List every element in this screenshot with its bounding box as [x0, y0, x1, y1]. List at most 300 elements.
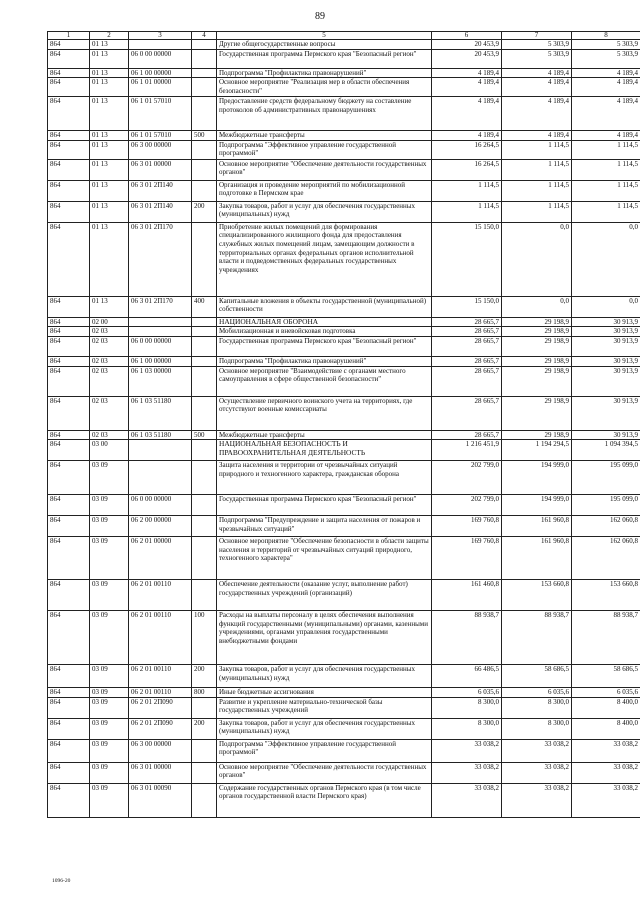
admin-code-cell: 864: [48, 327, 90, 337]
amount-year1-cell: 169 760,8: [432, 537, 502, 580]
amount-year2-cell: 29 198,9: [502, 327, 572, 337]
admin-code-cell: 864: [48, 461, 90, 495]
expense-type-cell: 200: [192, 718, 217, 739]
amount-year3-cell: 30 913,9: [572, 396, 640, 430]
target-article-cell: 06 3 01 2П170: [129, 222, 192, 296]
section-code-cell: 03 09: [90, 537, 129, 580]
expense-type-cell: [192, 396, 217, 430]
table-row: [48, 131, 640, 141]
expense-type-cell: [192, 159, 217, 180]
column-header: 1: [48, 32, 90, 40]
item-name-cell: НАЦИОНАЛЬНАЯ ОБОРОНА: [217, 317, 432, 327]
item-name-cell: Подпрограмма "Профилактика правонарушений": [217, 68, 432, 78]
table-row: [48, 336, 640, 356]
table-row: [48, 180, 640, 201]
section-code-cell: 01 13: [90, 49, 129, 68]
target-article-cell: 06 2 01 00000: [129, 537, 192, 580]
expense-type-cell: 200: [192, 665, 217, 688]
expense-type-cell: 500: [192, 131, 217, 141]
target-article-cell: 06 1 01 57010: [129, 131, 192, 141]
target-article-cell: 06 3 01 00090: [129, 783, 192, 817]
section-code-cell: 01 13: [90, 296, 129, 317]
item-name-cell: Расходы на выплаты персоналу в целях обеспечения выполнения функций государственными (муниципальными) органами, казенными учреждениями, органами управления государственными внебюджетными фондами: [217, 611, 432, 665]
amount-year2-cell: 33 038,2: [502, 762, 572, 783]
admin-code-cell: 864: [48, 222, 90, 296]
section-code-cell: 01 13: [90, 40, 129, 50]
admin-code-cell: 864: [48, 396, 90, 430]
item-name-cell: Государственная программа Пермского края "Безопасный регион": [217, 336, 432, 356]
section-code-cell: 03 09: [90, 461, 129, 495]
item-name-cell: Предоставление средств федеральному бюджету на составление протоколов об административных правонарушениях: [217, 97, 432, 131]
amount-year2-cell: 29 198,9: [502, 356, 572, 366]
amount-year2-cell: 6 035,6: [502, 688, 572, 698]
admin-code-cell: 864: [48, 40, 90, 50]
amount-year1-cell: 8 300,0: [432, 718, 502, 739]
amount-year2-cell: 1 114,5: [502, 159, 572, 180]
table-row: [48, 495, 640, 516]
target-article-cell: 06 2 01 2П090: [129, 697, 192, 718]
amount-year3-cell: 0,0: [572, 296, 640, 317]
section-code-cell: 01 13: [90, 222, 129, 296]
target-article-cell: [129, 327, 192, 337]
amount-year1-cell: 20 453,9: [432, 49, 502, 68]
target-article-cell: 06 3 01 00000: [129, 762, 192, 783]
amount-year3-cell: 5 303,9: [572, 49, 640, 68]
amount-year3-cell: 30 913,9: [572, 317, 640, 327]
amount-year2-cell: 29 198,9: [502, 317, 572, 327]
table-row: [48, 739, 640, 762]
amount-year2-cell: 4 189,4: [502, 97, 572, 131]
expense-type-cell: [192, 580, 217, 611]
amount-year3-cell: 33 038,2: [572, 762, 640, 783]
target-article-cell: [129, 317, 192, 327]
target-article-cell: 06 3 01 2П140: [129, 180, 192, 201]
amount-year1-cell: 15 150,0: [432, 296, 502, 317]
expense-type-cell: [192, 366, 217, 396]
amount-year3-cell: 30 913,9: [572, 356, 640, 366]
amount-year2-cell: 5 303,9: [502, 40, 572, 50]
amount-year2-cell: 0,0: [502, 296, 572, 317]
expense-type-cell: [192, 317, 217, 327]
table-row: [48, 356, 640, 366]
table-row: [48, 40, 640, 50]
target-article-cell: 06 1 00 00000: [129, 68, 192, 78]
amount-year2-cell: 194 999,0: [502, 461, 572, 495]
admin-code-cell: 864: [48, 430, 90, 440]
amount-year2-cell: 29 198,9: [502, 336, 572, 356]
table-row: [48, 783, 640, 817]
expense-type-cell: [192, 40, 217, 50]
expense-type-cell: [192, 516, 217, 537]
admin-code-cell: 864: [48, 697, 90, 718]
expense-type-cell: [192, 739, 217, 762]
item-name-cell: Межбюджетные трансферты: [217, 131, 432, 141]
target-article-cell: 06 3 01 2П170: [129, 296, 192, 317]
item-name-cell: Другие общегосударственные вопросы: [217, 40, 432, 50]
item-name-cell: Защита населения и территории от чрезвычайных ситуаций природного и техногенного характера, гражданская оборона: [217, 461, 432, 495]
admin-code-cell: 864: [48, 665, 90, 688]
target-article-cell: 06 0 00 00000: [129, 495, 192, 516]
item-name-cell: Осуществление первичного воинского учета на территориях, где отсутствуют военные комиссариаты: [217, 396, 432, 430]
amount-year1-cell: 202 799,0: [432, 495, 502, 516]
expense-type-cell: [192, 697, 217, 718]
item-name-cell: НАЦИОНАЛЬНАЯ БЕЗОПАСНОСТЬ И ПРАВООХРАНИТЕЛЬНАЯ ДЕЯТЕЛЬНОСТЬ: [217, 440, 432, 461]
table-row: [48, 296, 640, 317]
amount-year1-cell: 33 038,2: [432, 739, 502, 762]
target-article-cell: 06 2 01 2П090: [129, 718, 192, 739]
amount-year1-cell: 15 150,0: [432, 222, 502, 296]
amount-year1-cell: 33 038,2: [432, 762, 502, 783]
amount-year3-cell: 195 099,0: [572, 461, 640, 495]
item-name-cell: Подпрограмма "Эффективное управление государственной программой": [217, 140, 432, 159]
section-code-cell: 02 03: [90, 356, 129, 366]
expense-type-cell: [192, 356, 217, 366]
section-code-cell: 01 13: [90, 97, 129, 131]
section-code-cell: 01 13: [90, 201, 129, 222]
amount-year3-cell: 1 114,5: [572, 159, 640, 180]
target-article-cell: 06 1 00 00000: [129, 356, 192, 366]
expense-type-cell: [192, 180, 217, 201]
amount-year1-cell: 1 216 451,9: [432, 440, 502, 461]
section-code-cell: 01 13: [90, 140, 129, 159]
table-row: [48, 537, 640, 580]
admin-code-cell: 864: [48, 336, 90, 356]
amount-year1-cell: 28 665,7: [432, 327, 502, 337]
section-code-cell: 02 03: [90, 430, 129, 440]
item-name-cell: Закупка товаров, работ и услуг для обеспечения государственных (муниципальных) нужд: [217, 665, 432, 688]
section-code-cell: 03 09: [90, 516, 129, 537]
item-name-cell: Основное мероприятие "Обеспечение деятельности государственных органов": [217, 159, 432, 180]
target-article-cell: 06 2 00 00000: [129, 516, 192, 537]
amount-year1-cell: 20 453,9: [432, 40, 502, 50]
column-header: 4: [192, 32, 217, 40]
amount-year1-cell: 1 114,5: [432, 201, 502, 222]
amount-year3-cell: 6 035,6: [572, 688, 640, 698]
target-article-cell: 06 0 00 00000: [129, 49, 192, 68]
amount-year1-cell: 4 189,4: [432, 131, 502, 141]
admin-code-cell: 864: [48, 739, 90, 762]
expense-type-cell: [192, 140, 217, 159]
amount-year2-cell: 88 938,7: [502, 611, 572, 665]
amount-year1-cell: 28 665,7: [432, 356, 502, 366]
amount-year2-cell: 4 189,4: [502, 131, 572, 141]
table-row: [48, 201, 640, 222]
amount-year3-cell: 162 060,8: [572, 537, 640, 580]
table-row: [48, 366, 640, 396]
target-article-cell: [129, 461, 192, 495]
table-row: [48, 327, 640, 337]
admin-code-cell: 864: [48, 356, 90, 366]
amount-year1-cell: 169 760,8: [432, 516, 502, 537]
expense-type-cell: [192, 461, 217, 495]
item-name-cell: Развитие и укрепление материально-технической базы государственных учреждений: [217, 697, 432, 718]
admin-code-cell: 864: [48, 537, 90, 580]
amount-year2-cell: 1 114,5: [502, 180, 572, 201]
section-code-cell: 01 13: [90, 131, 129, 141]
amount-year1-cell: 4 189,4: [432, 78, 502, 97]
section-code-cell: 02 03: [90, 396, 129, 430]
section-code-cell: 03 09: [90, 762, 129, 783]
target-article-cell: 06 1 03 00000: [129, 366, 192, 396]
admin-code-cell: 864: [48, 140, 90, 159]
amount-year1-cell: 28 665,7: [432, 396, 502, 430]
admin-code-cell: 864: [48, 762, 90, 783]
amount-year3-cell: 30 913,9: [572, 366, 640, 396]
section-code-cell: 03 09: [90, 665, 129, 688]
amount-year2-cell: 58 686,5: [502, 665, 572, 688]
amount-year2-cell: 194 999,0: [502, 495, 572, 516]
admin-code-cell: 864: [48, 580, 90, 611]
table-row: [48, 697, 640, 718]
amount-year3-cell: 195 099,0: [572, 495, 640, 516]
amount-year3-cell: 8 400,0: [572, 697, 640, 718]
amount-year3-cell: 153 660,8: [572, 580, 640, 611]
expense-type-cell: [192, 762, 217, 783]
item-name-cell: Межбюджетные трансферты: [217, 430, 432, 440]
item-name-cell: Мобилизационная и вневойсковая подготовка: [217, 327, 432, 337]
amount-year2-cell: 29 198,9: [502, 396, 572, 430]
admin-code-cell: 864: [48, 180, 90, 201]
amount-year1-cell: 88 938,7: [432, 611, 502, 665]
target-article-cell: [129, 40, 192, 50]
admin-code-cell: 864: [48, 440, 90, 461]
target-article-cell: 06 2 01 00110: [129, 688, 192, 698]
item-name-cell: Подпрограмма "Эффективное управление государственной программой": [217, 739, 432, 762]
expense-type-cell: [192, 97, 217, 131]
table-row: [48, 430, 640, 440]
expense-type-cell: 200: [192, 201, 217, 222]
amount-year2-cell: 8 300,0: [502, 718, 572, 739]
item-name-cell: Организация и проведение мероприятий по мобилизационной подготовке в Пермском крае: [217, 180, 432, 201]
expense-type-cell: [192, 78, 217, 97]
amount-year1-cell: 4 189,4: [432, 68, 502, 78]
amount-year3-cell: 88 938,7: [572, 611, 640, 665]
amount-year3-cell: 4 189,4: [572, 78, 640, 97]
table-row: [48, 516, 640, 537]
amount-year1-cell: 1 114,5: [432, 180, 502, 201]
item-name-cell: Закупка товаров, работ и услуг для обеспечения государственных (муниципальных) нужд: [217, 201, 432, 222]
item-name-cell: Основное мероприятие "Реализация мер в области обеспечения безопасности": [217, 78, 432, 97]
table-row: [48, 317, 640, 327]
target-article-cell: 06 1 01 00000: [129, 78, 192, 97]
section-code-cell: 01 13: [90, 68, 129, 78]
admin-code-cell: 864: [48, 516, 90, 537]
table-row: [48, 159, 640, 180]
table-row: [48, 762, 640, 783]
amount-year2-cell: 5 303,9: [502, 49, 572, 68]
section-code-cell: 03 09: [90, 718, 129, 739]
target-article-cell: 06 2 01 00110: [129, 665, 192, 688]
amount-year3-cell: 5 303,9: [572, 40, 640, 50]
admin-code-cell: 864: [48, 131, 90, 141]
amount-year1-cell: 161 460,8: [432, 580, 502, 611]
item-name-cell: Основное мероприятие "Обеспечение деятельности государственных органов": [217, 762, 432, 783]
target-article-cell: 06 3 00 00000: [129, 739, 192, 762]
amount-year1-cell: 4 189,4: [432, 97, 502, 131]
amount-year2-cell: 153 660,8: [502, 580, 572, 611]
amount-year3-cell: 4 189,4: [572, 131, 640, 141]
amount-year2-cell: 29 198,9: [502, 430, 572, 440]
section-code-cell: 03 00: [90, 440, 129, 461]
target-article-cell: 06 2 01 00110: [129, 580, 192, 611]
table-row: [48, 688, 640, 698]
table-row: [48, 68, 640, 78]
amount-year2-cell: 8 300,0: [502, 697, 572, 718]
amount-year1-cell: 202 799,0: [432, 461, 502, 495]
section-code-cell: 03 09: [90, 739, 129, 762]
section-code-cell: 03 09: [90, 697, 129, 718]
expense-type-cell: [192, 495, 217, 516]
expense-type-cell: [192, 537, 217, 580]
expense-type-cell: [192, 783, 217, 817]
amount-year3-cell: 33 038,2: [572, 739, 640, 762]
admin-code-cell: 864: [48, 49, 90, 68]
expense-type-cell: [192, 49, 217, 68]
section-code-cell: 02 03: [90, 327, 129, 337]
amount-year3-cell: 33 038,2: [572, 783, 640, 817]
amount-year2-cell: 161 960,8: [502, 516, 572, 537]
amount-year1-cell: 33 038,2: [432, 783, 502, 817]
table-row: [48, 611, 640, 665]
item-name-cell: Содержание государственных органов Пермского края (в том числе органов государственной власти Пермского края): [217, 783, 432, 817]
amount-year3-cell: 30 913,9: [572, 336, 640, 356]
table-row: [48, 78, 640, 97]
amount-year3-cell: 4 189,4: [572, 68, 640, 78]
amount-year3-cell: 8 400,0: [572, 718, 640, 739]
item-name-cell: Обеспечение деятельности (оказание услуг, выполнение работ) государственных учреждений (организаций): [217, 580, 432, 611]
admin-code-cell: 864: [48, 317, 90, 327]
admin-code-cell: 864: [48, 97, 90, 131]
amount-year1-cell: 6 035,6: [432, 688, 502, 698]
item-name-cell: Закупка товаров, работ и услуг для обеспечения государственных (муниципальных) нужд: [217, 718, 432, 739]
target-article-cell: 06 1 03 51180: [129, 430, 192, 440]
table-row: [48, 461, 640, 495]
footer-note: 1096-20: [52, 878, 71, 884]
expense-type-cell: 500: [192, 430, 217, 440]
table-row: [48, 97, 640, 131]
admin-code-cell: 864: [48, 783, 90, 817]
admin-code-cell: 864: [48, 201, 90, 222]
item-name-cell: Основное мероприятие "Обеспечение безопасности в области защиты населения и территорий от чрезвычайных ситуаций природного, техногенного характера": [217, 537, 432, 580]
amount-year2-cell: 33 038,2: [502, 739, 572, 762]
column-header: 2: [90, 32, 129, 40]
expense-type-cell: 400: [192, 296, 217, 317]
column-header: 8: [572, 32, 640, 40]
column-header: 6: [432, 32, 502, 40]
amount-year3-cell: 1 114,5: [572, 180, 640, 201]
amount-year1-cell: 16 264,5: [432, 159, 502, 180]
table-row: [48, 718, 640, 739]
admin-code-cell: 864: [48, 495, 90, 516]
target-article-cell: 06 0 00 00000: [129, 336, 192, 356]
amount-year3-cell: 58 686,5: [572, 665, 640, 688]
admin-code-cell: 864: [48, 688, 90, 698]
admin-code-cell: 864: [48, 718, 90, 739]
expense-type-cell: 100: [192, 611, 217, 665]
amount-year2-cell: 1 114,5: [502, 201, 572, 222]
admin-code-cell: 864: [48, 159, 90, 180]
column-number-row: [48, 32, 640, 40]
amount-year1-cell: 28 665,7: [432, 366, 502, 396]
section-code-cell: 03 09: [90, 783, 129, 817]
amount-year3-cell: 4 189,4: [572, 97, 640, 131]
target-article-cell: 06 1 01 57010: [129, 97, 192, 131]
item-name-cell: Иные бюджетные ассигнования: [217, 688, 432, 698]
amount-year2-cell: 1 114,5: [502, 140, 572, 159]
target-article-cell: 06 3 01 00000: [129, 159, 192, 180]
table-row: [48, 580, 640, 611]
column-header: 3: [129, 32, 192, 40]
expense-type-cell: [192, 222, 217, 296]
column-header: 7: [502, 32, 572, 40]
amount-year1-cell: 16 264,5: [432, 140, 502, 159]
section-code-cell: 02 03: [90, 336, 129, 356]
amount-year3-cell: 30 913,9: [572, 327, 640, 337]
section-code-cell: 03 09: [90, 495, 129, 516]
amount-year3-cell: 1 114,5: [572, 201, 640, 222]
budget-table: [47, 31, 640, 818]
section-code-cell: 01 13: [90, 78, 129, 97]
target-article-cell: 06 3 00 00000: [129, 140, 192, 159]
amount-year3-cell: 1 094 394,5: [572, 440, 640, 461]
item-name-cell: Основное мероприятие "Взаимодействие с органами местного самоуправления в сфере общественной безопасности": [217, 366, 432, 396]
amount-year2-cell: 0,0: [502, 222, 572, 296]
section-code-cell: 01 13: [90, 159, 129, 180]
target-article-cell: [129, 440, 192, 461]
table-row: [48, 49, 640, 68]
amount-year3-cell: 162 060,8: [572, 516, 640, 537]
admin-code-cell: 864: [48, 611, 90, 665]
item-name-cell: Государственная программа Пермского края "Безопасный регион": [217, 49, 432, 68]
target-article-cell: 06 2 01 00110: [129, 611, 192, 665]
amount-year2-cell: 4 189,4: [502, 68, 572, 78]
admin-code-cell: 864: [48, 296, 90, 317]
admin-code-cell: 864: [48, 68, 90, 78]
amount-year1-cell: 28 665,7: [432, 336, 502, 356]
section-code-cell: 02 00: [90, 317, 129, 327]
amount-year2-cell: 33 038,2: [502, 783, 572, 817]
expense-type-cell: [192, 68, 217, 78]
section-code-cell: 03 09: [90, 688, 129, 698]
table-row: [48, 140, 640, 159]
target-article-cell: 06 1 03 51180: [129, 396, 192, 430]
target-article-cell: 06 3 01 2П140: [129, 201, 192, 222]
admin-code-cell: 864: [48, 366, 90, 396]
item-name-cell: Подпрограмма "Профилактика правонарушений": [217, 356, 432, 366]
column-header: 5: [217, 32, 432, 40]
amount-year1-cell: 28 665,7: [432, 430, 502, 440]
amount-year1-cell: 8 300,0: [432, 697, 502, 718]
table-row: [48, 440, 640, 461]
table-body: [48, 40, 640, 818]
amount-year1-cell: 66 486,5: [432, 665, 502, 688]
expense-type-cell: [192, 440, 217, 461]
amount-year1-cell: 28 665,7: [432, 317, 502, 327]
expense-type-cell: 800: [192, 688, 217, 698]
table-row: [48, 665, 640, 688]
amount-year2-cell: 4 189,4: [502, 78, 572, 97]
table-row: [48, 396, 640, 430]
section-code-cell: 02 03: [90, 366, 129, 396]
item-name-cell: Капитальные вложения в объекты государственной (муниципальной) собственности: [217, 296, 432, 317]
admin-code-cell: 864: [48, 78, 90, 97]
page-number: 89: [315, 11, 325, 22]
expense-type-cell: [192, 327, 217, 337]
amount-year2-cell: 1 194 294,5: [502, 440, 572, 461]
amount-year2-cell: 29 198,9: [502, 366, 572, 396]
table-row: [48, 222, 640, 296]
section-code-cell: 03 09: [90, 580, 129, 611]
